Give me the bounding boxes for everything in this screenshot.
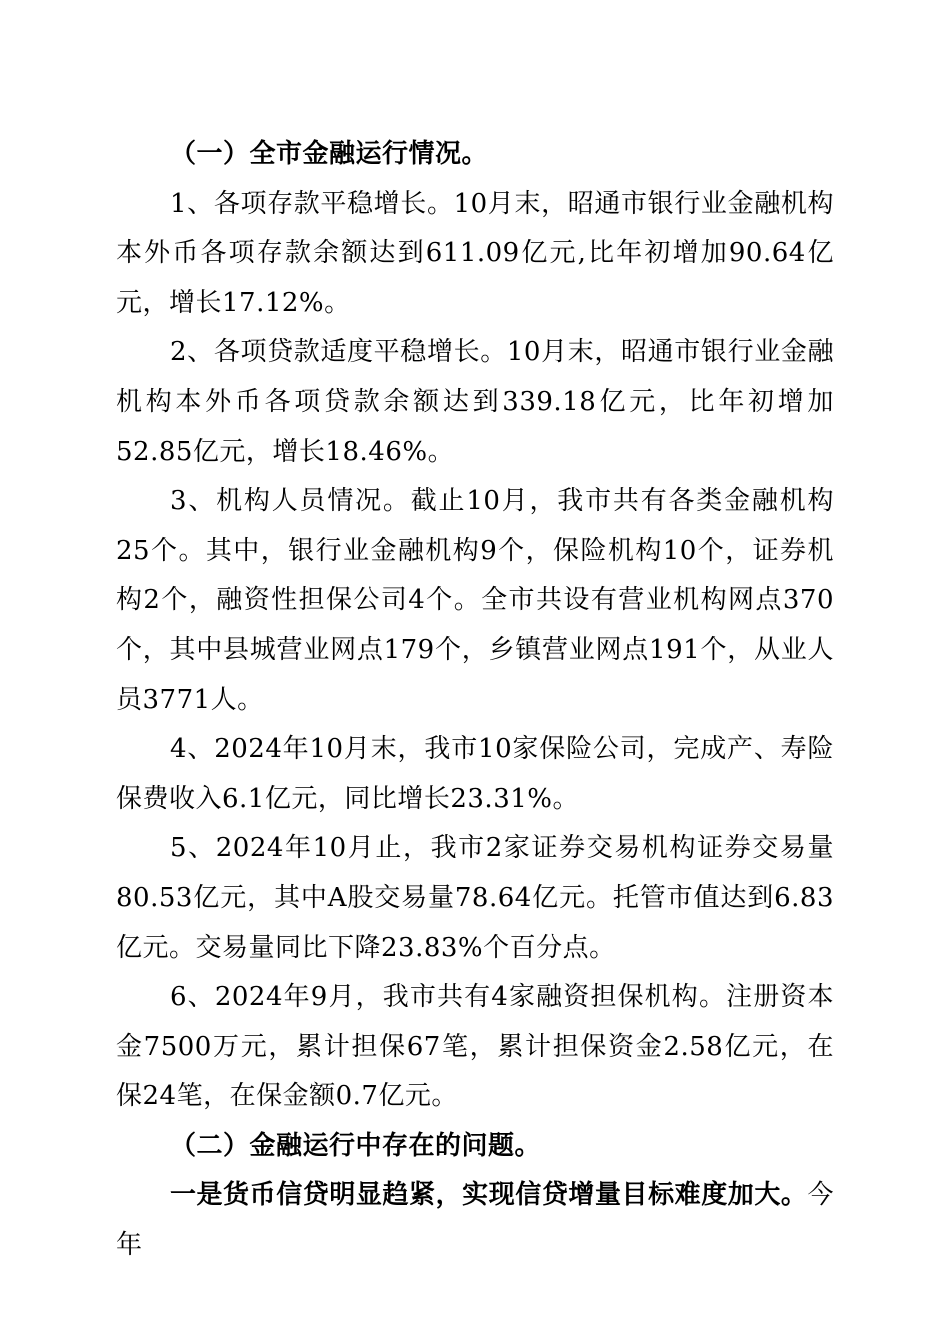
- paragraph-institutions: 3、机构人员情况。截止10月，我市共有各类金融机构25个。其中，银行业金融机构9个，保险机构10个，证券机构2个，融资性担保公司4个。全市共设有营业机构网点370个，其中县城营业网点179个，乡镇营业网点191个，从业人员3771人。: [116, 486, 834, 715]
- paragraph-securities: 5、2024年10月止，我市2家证券交易机构证券交易量80.53亿元，其中A股交易量78.64亿元。托管市值达到6.83亿元。交易量同比下降23.83%个百分点。: [116, 833, 834, 963]
- paragraph-problem-1: [116, 1171, 834, 1270]
- section-heading-2: （二）金融运行中存在的问题。: [170, 1130, 542, 1161]
- paragraph-insurance: 4、2024年10月末，我市10家保险公司，完成产、寿险保费收入6.1亿元，同比增长23.31%。: [116, 734, 834, 814]
- paragraph-deposits: 1、各项存款平稳增长。10月末，昭通市银行业金融机构本外币各项存款余额达到611.09亿元,比年初增加90.64亿元，增长17.12%。: [116, 188, 834, 318]
- paragraph-loans: 2、各项贷款适度平稳增长。10月末，昭通市银行业金融机构本外币各项贷款余额达到339.18亿元，比年初增加52.85亿元，增长18.46%。: [116, 337, 834, 467]
- problem-1-lead: 一是货币信贷明显趋紧，实现信贷增量目标难度加大。: [170, 1180, 808, 1211]
- document-body: [116, 130, 834, 1271]
- problem-1-text: 今年: [116, 1180, 834, 1261]
- paragraph-guarantee: 6、2024年9月，我市共有4家融资担保机构。注册资本金7500万元，累计担保67笔，累计担保资金2.58亿元，在保24笔，在保金额0.7亿元。: [116, 982, 834, 1112]
- section-heading-1: （一）全市金融运行情况。: [170, 139, 489, 169]
